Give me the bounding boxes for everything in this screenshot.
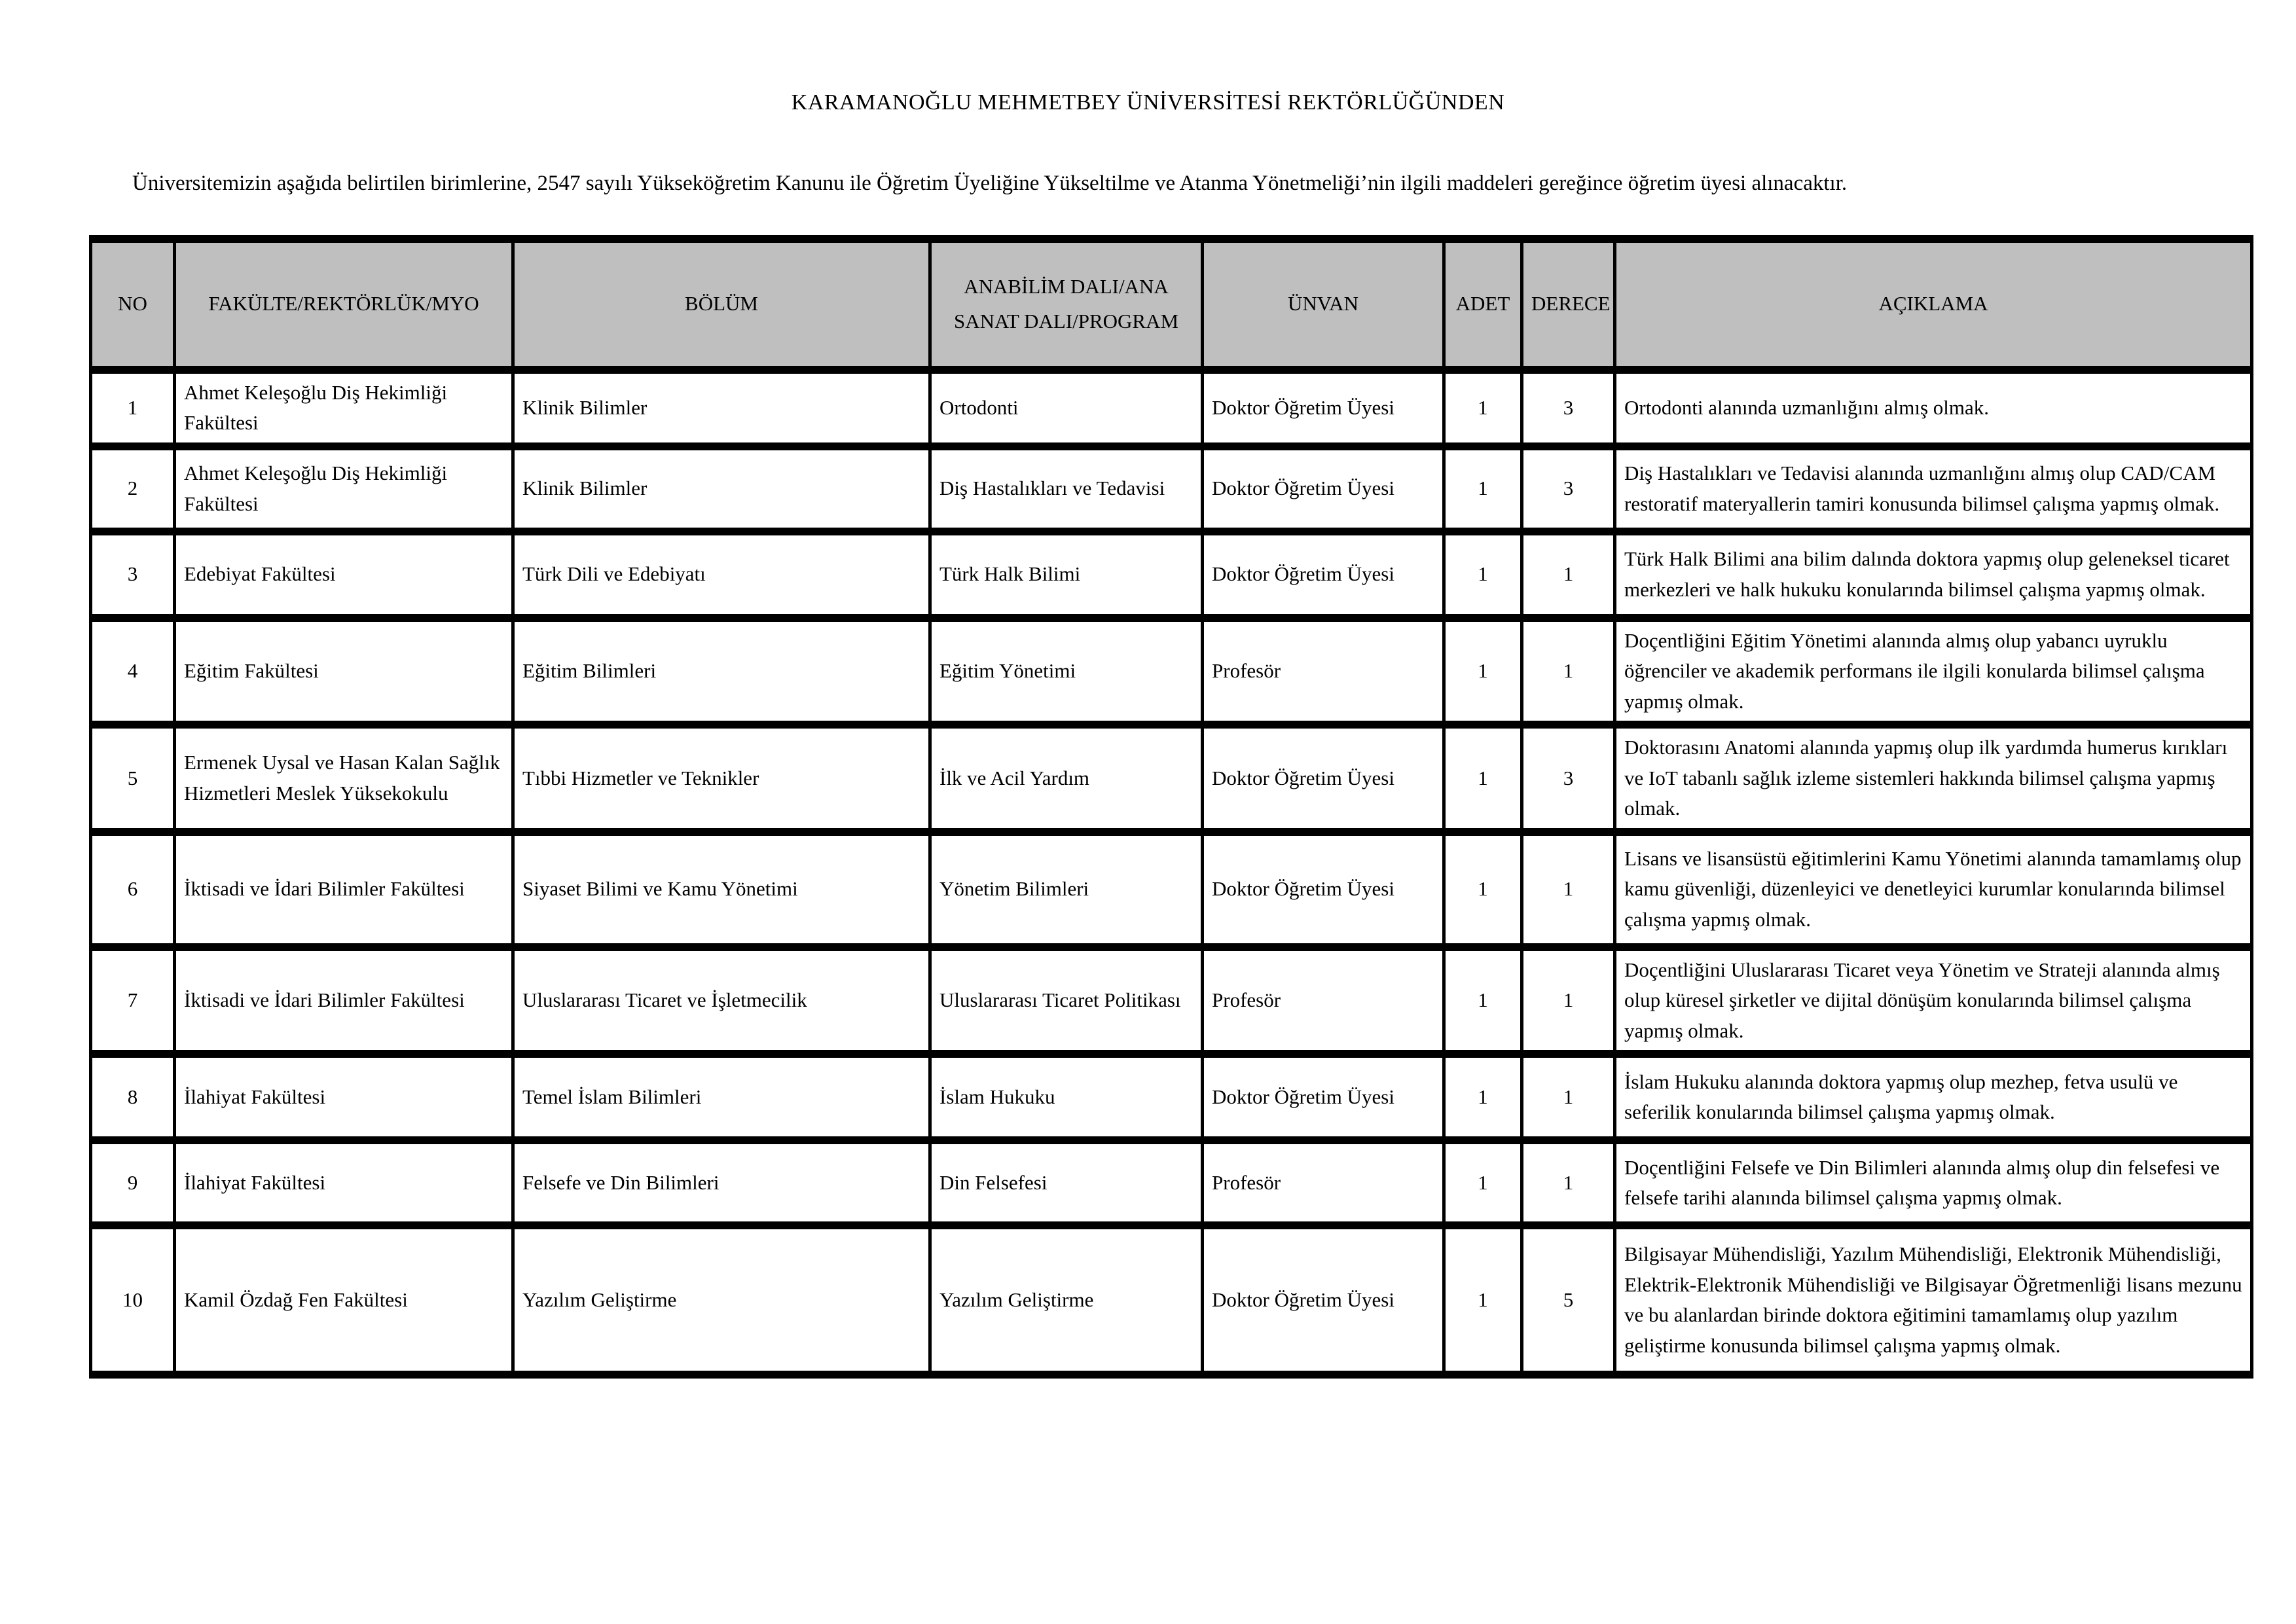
table-row: [91, 618, 2252, 725]
table-row: [91, 1225, 2252, 1375]
table-row: [91, 1054, 2252, 1140]
header-cell-description: AÇIKLAMA: [1615, 239, 2252, 370]
cell-department: Siyaset Bilimi ve Kamu Yönetimi: [513, 832, 930, 947]
cell-degree: 1: [1522, 832, 1615, 947]
cell-department: Klinik Bilimler: [513, 446, 930, 532]
header-cell-program: ANABİLİM DALI/ANA SANAT DALI/PROGRAM: [930, 239, 1203, 370]
cell-program: Ortodonti: [930, 370, 1203, 446]
cell-faculty: Ahmet Keleşoğlu Diş Hekimliği Fakültesi: [175, 446, 513, 532]
cell-title: Doktor Öğretim Üyesi: [1203, 725, 1444, 832]
header-cell-faculty: FAKÜLTE/REKTÖRLÜK/MYO: [175, 239, 513, 370]
cell-title: Profesör: [1203, 618, 1444, 725]
cell-no: 2: [91, 446, 175, 532]
cell-description: İslam Hukuku alanında doktora yapmış olup mezhep, fetva usulü ve seferilik konularında bilimsel çalışma yapmış olmak.: [1615, 1054, 2252, 1140]
cell-degree: 3: [1522, 725, 1615, 832]
table-row: [91, 532, 2252, 618]
cell-program: İslam Hukuku: [930, 1054, 1203, 1140]
cell-description: Doçentliğini Eğitim Yönetimi alanında almış olup yabancı uyruklu öğrenciler ve akademik performans ile ilgili konularda bilimsel çalışma yapmış olmak.: [1615, 618, 2252, 725]
cell-title: Doktor Öğretim Üyesi: [1203, 532, 1444, 618]
cell-faculty: Edebiyat Fakültesi: [175, 532, 513, 618]
cell-count: 1: [1444, 1225, 1522, 1375]
cell-degree: 3: [1522, 446, 1615, 532]
cell-no: 9: [91, 1140, 175, 1225]
cell-program: Din Felsefesi: [930, 1140, 1203, 1225]
cell-program: Yönetim Bilimleri: [930, 832, 1203, 947]
cell-count: 1: [1444, 532, 1522, 618]
cell-department: Klinik Bilimler: [513, 370, 930, 446]
cell-faculty: Ahmet Keleşoğlu Diş Hekimliği Fakültesi: [175, 370, 513, 446]
table-header: [91, 239, 2252, 370]
cell-title: Doktor Öğretim Üyesi: [1203, 832, 1444, 947]
cell-department: Felsefe ve Din Bilimleri: [513, 1140, 930, 1225]
cell-department: Temel İslam Bilimleri: [513, 1054, 930, 1140]
cell-count: 1: [1444, 618, 1522, 725]
intro-text: Üniversitemizin aşağıda belirtilen birimlerine, 2547 sayılı Yükseköğretim Kanunu ile Öğretim Üyeliğine Yükseltilme ve Atanma Yönetmeliği’nin ilgili maddeleri gereğince öğretim üyesi alınacaktır.: [132, 171, 1848, 195]
cell-faculty: Eğitim Fakültesi: [175, 618, 513, 725]
cell-description: Doçentliğini Uluslararası Ticaret veya Yönetim ve Strateji alanında almış olup küresel şirketler ve dijital dönüşüm konularında bilimsel çalışma yapmış olmak.: [1615, 947, 2252, 1055]
cell-count: 1: [1444, 446, 1522, 532]
cell-no: 10: [91, 1225, 175, 1375]
table-body: [91, 370, 2252, 1375]
cell-faculty: İktisadi ve İdari Bilimler Fakültesi: [175, 832, 513, 947]
header-cell-department: BÖLÜM: [513, 239, 930, 370]
table-row: [91, 370, 2252, 446]
cell-no: 7: [91, 947, 175, 1055]
cell-count: 1: [1444, 1140, 1522, 1225]
cell-description: Bilgisayar Mühendisliği, Yazılım Mühendisliği, Elektronik Mühendisliği, Elektrik-Elektronik Mühendisliği ve Bilgisayar Öğretmenliği lisans mezunu ve bu alanlardan birinde doktora eğitimini tamamlamış olup yazılım geliştirme konusunda bilimsel çalışma yapmış olmak.: [1615, 1225, 2252, 1375]
table-row: [91, 725, 2252, 832]
cell-faculty: İlahiyat Fakültesi: [175, 1054, 513, 1140]
cell-description: Ortodonti alanında uzmanlığını almış olmak.: [1615, 370, 2252, 446]
cell-degree: 5: [1522, 1225, 1615, 1375]
cell-department: Eğitim Bilimleri: [513, 618, 930, 725]
vacancies-table: [89, 235, 2253, 1379]
cell-description: Doçentliğini Felsefe ve Din Bilimleri alanında almış olup din felsefesi ve felsefe tarihi alanında bilimsel çalışma yapmış olmak.: [1615, 1140, 2252, 1225]
cell-faculty: İktisadi ve İdari Bilimler Fakültesi: [175, 947, 513, 1055]
table-row: [91, 1140, 2252, 1225]
cell-title: Doktor Öğretim Üyesi: [1203, 1054, 1444, 1140]
cell-degree: 1: [1522, 532, 1615, 618]
cell-no: 3: [91, 532, 175, 618]
cell-degree: 1: [1522, 1054, 1615, 1140]
cell-faculty: Ermenek Uysal ve Hasan Kalan Sağlık Hizmetleri Meslek Yüksekokulu: [175, 725, 513, 832]
cell-degree: 1: [1522, 1140, 1615, 1225]
page-title: KARAMANOĞLU MEHMETBEY ÜNİVERSİTESİ REKTÖRLÜĞÜNDEN: [791, 90, 1505, 115]
cell-no: 5: [91, 725, 175, 832]
cell-degree: 1: [1522, 618, 1615, 725]
header-cell-no: NO: [91, 239, 175, 370]
cell-department: Uluslararası Ticaret ve İşletmecilik: [513, 947, 930, 1055]
cell-program: Uluslararası Ticaret Politikası: [930, 947, 1203, 1055]
cell-department: Türk Dili ve Edebiyatı: [513, 532, 930, 618]
cell-count: 1: [1444, 370, 1522, 446]
table-row: [91, 446, 2252, 532]
cell-program: Türk Halk Bilimi: [930, 532, 1203, 618]
header-row: [91, 239, 2252, 370]
cell-program: İlk ve Acil Yardım: [930, 725, 1203, 832]
cell-title: Doktor Öğretim Üyesi: [1203, 370, 1444, 446]
cell-no: 4: [91, 618, 175, 725]
cell-count: 1: [1444, 725, 1522, 832]
header-cell-count: ADET: [1444, 239, 1522, 370]
cell-title: Doktor Öğretim Üyesi: [1203, 1225, 1444, 1375]
cell-description: Doktorasını Anatomi alanında yapmış olup ilk yardımda humerus kırıkları ve IoT tabanlı sağlık izleme sistemleri hakkında bilimsel çalışma yapmış olmak.: [1615, 725, 2252, 832]
cell-description: Lisans ve lisansüstü eğitimlerini Kamu Yönetimi alanında tamamlamış olup kamu güvenliği, düzenleyici ve denetleyici kurumlar konularında bilimsel çalışma yapmış olmak.: [1615, 832, 2252, 947]
cell-program: Diş Hastalıkları ve Tedavisi: [930, 446, 1203, 532]
cell-count: 1: [1444, 1054, 1522, 1140]
cell-no: 8: [91, 1054, 175, 1140]
cell-title: Profesör: [1203, 947, 1444, 1055]
cell-department: Yazılım Geliştirme: [513, 1225, 930, 1375]
cell-degree: 1: [1522, 947, 1615, 1055]
cell-program: Yazılım Geliştirme: [930, 1225, 1203, 1375]
cell-faculty: Kamil Özdağ Fen Fakültesi: [175, 1225, 513, 1375]
header-cell-title: ÜNVAN: [1203, 239, 1444, 370]
cell-department: Tıbbi Hizmetler ve Teknikler: [513, 725, 930, 832]
cell-degree: 3: [1522, 370, 1615, 446]
header-cell-degree: DERECE: [1522, 239, 1615, 370]
table-row: [91, 832, 2252, 947]
cell-faculty: İlahiyat Fakültesi: [175, 1140, 513, 1225]
cell-description: Diş Hastalıkları ve Tedavisi alanında uzmanlığını almış olup CAD/CAM restoratif materyallerin tamiri konusunda bilimsel çalışma yapmış olmak.: [1615, 446, 2252, 532]
cell-title: Doktor Öğretim Üyesi: [1203, 446, 1444, 532]
cell-description: Türk Halk Bilimi ana bilim dalında doktora yapmış olup geleneksel ticaret merkezleri ve halk hukuku konularında bilimsel çalışma yapmış olmak.: [1615, 532, 2252, 618]
cell-count: 1: [1444, 947, 1522, 1055]
cell-title: Profesör: [1203, 1140, 1444, 1225]
cell-count: 1: [1444, 832, 1522, 947]
cell-no: 6: [91, 832, 175, 947]
cell-no: 1: [91, 370, 175, 446]
table-row: [91, 947, 2252, 1055]
cell-program: Eğitim Yönetimi: [930, 618, 1203, 725]
